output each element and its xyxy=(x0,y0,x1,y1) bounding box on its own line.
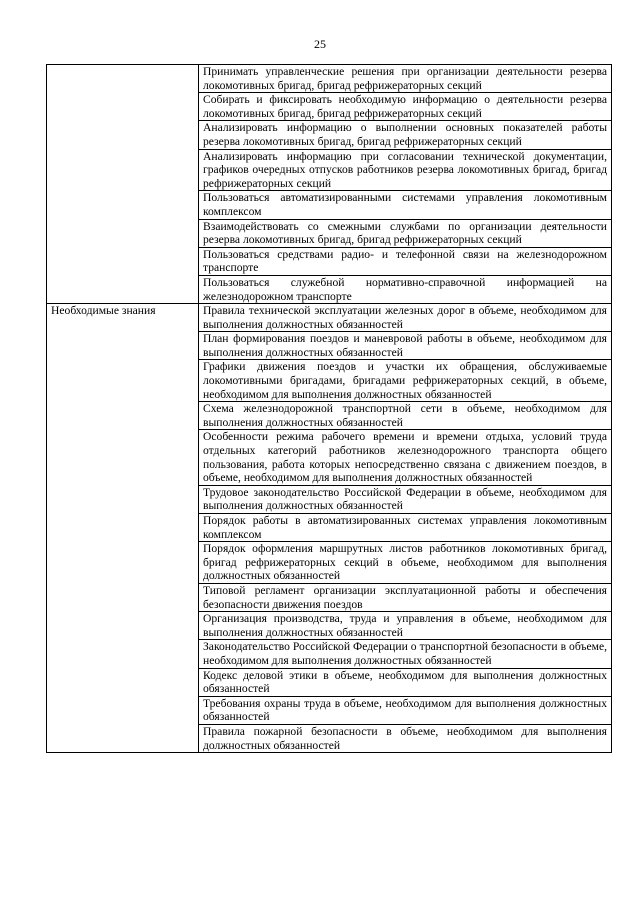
table-row xyxy=(47,304,612,332)
knowledge-item: Правила пожарной безопасности в объеме, необходимом для выполнения должностных обязанностей xyxy=(199,724,612,752)
skill-item: Собирать и фиксировать необходимую информацию о деятельности резерва локомотивных бригад, бригад рефрижераторных секций xyxy=(199,93,612,121)
knowledge-label: Необходимые знания xyxy=(47,304,199,753)
table-row xyxy=(47,65,612,93)
knowledge-item: Кодекс деловой этики в объеме, необходимом для выполнения должностных обязанностей xyxy=(199,668,612,696)
knowledge-item: Схема железнодорожной транспортной сети в объеме, необходимом для выполнения должностных обязанностей xyxy=(199,402,612,430)
knowledge-item: Графики движения поездов и участки их обращения, обслуживаемые локомотивными бригадами, бригадами рефрижераторных секций, в объеме, необходимом для выполнения должностных обязанностей xyxy=(199,360,612,402)
skills-label-cell xyxy=(47,65,199,304)
skill-item: Пользоваться служебной нормативно-справочной информацией на железнодорожном транспорте xyxy=(199,275,612,303)
knowledge-item: План формирования поездов и маневровой работы в объеме, необходимом для выполнения должностных обязанностей xyxy=(199,332,612,360)
knowledge-item: Правила технической эксплуатации железных дорог в объеме, необходимом для выполнения должностных обязанностей xyxy=(199,304,612,332)
knowledge-item: Требования охраны труда в объеме, необходимом для выполнения должностных обязанностей xyxy=(199,696,612,724)
knowledge-item: Особенности режима рабочего времени и времени отдыха, условий труда отдельных категорий работников железнодорожного транспорта общего пользования, работа которых непосредственно связана с движением поездов, в объеме, необходимом для выполнения должностных обязанностей xyxy=(199,430,612,485)
knowledge-item: Трудовое законодательство Российской Федерации в объеме, необходимом для выполнения должностных обязанностей xyxy=(199,485,612,513)
skill-item: Анализировать информацию при согласовании технической документации, графиков очередных отпусков работников резерва локомотивных бригад, бригад рефрижераторных секций xyxy=(199,149,612,191)
knowledge-item: Законодательство Российской Федерации о транспортной безопасности в объеме, необходимом для выполнения должностных обязанностей xyxy=(199,640,612,668)
skill-item: Анализировать информацию о выполнении основных показателей работы резерва локомотивных бригад, бригад рефрижераторных секций xyxy=(199,121,612,149)
knowledge-item: Типовой регламент организации эксплуатационной работы и обеспечения безопасности движения поездов xyxy=(199,583,612,611)
skill-item: Пользоваться средствами радио- и телефонной связи на железнодорожном транспорте xyxy=(199,247,612,275)
skill-item: Принимать управленческие решения при организации деятельности резерва локомотивных бригад, бригад рефрижераторных секций xyxy=(199,65,612,93)
skill-item: Взаимодействовать со смежными службами по организации деятельности резерва локомотивных бригад, бригад рефрижераторных секций xyxy=(199,219,612,247)
knowledge-item: Порядок оформления маршрутных листов работников локомотивных бригад, бригад рефрижераторных секций в объеме, необходимом для выполнения должностных обязанностей xyxy=(199,542,612,584)
qualification-table xyxy=(46,64,612,753)
knowledge-item: Организация производства, труда и управления в объеме, необходимом для выполнения должностных обязанностей xyxy=(199,612,612,640)
page-number: 25 xyxy=(314,37,326,51)
knowledge-item: Порядок работы в автоматизированных системах управления локомотивным комплексом xyxy=(199,514,612,542)
skill-item: Пользоваться автоматизированными системами управления локомотивным комплексом xyxy=(199,191,612,219)
